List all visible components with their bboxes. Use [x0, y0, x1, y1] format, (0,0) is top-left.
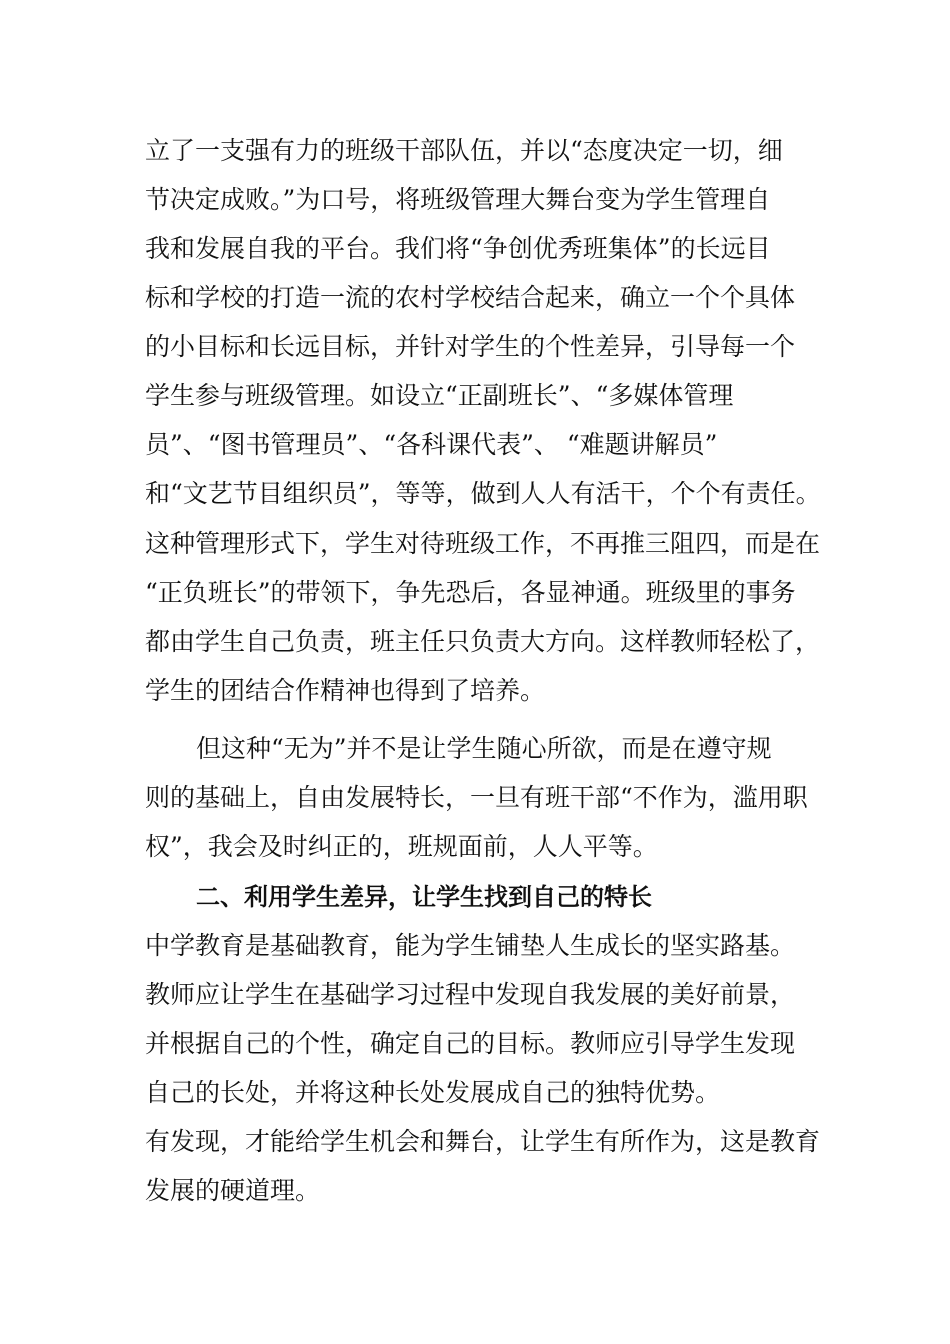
body-text-line: 中学教育是基础教育，能为学生铺垫人生成长的坚实路基。: [145, 931, 796, 960]
body-text-line: 学生的团结合作精神也得到了培养。: [145, 676, 546, 705]
body-text-line: 但这种“无为”并不是让学生随心所欲，而是在遵守规: [196, 734, 772, 763]
body-text-line: 则的基础上，自由发展特长，一旦有班干部“不作为，滥用职: [145, 783, 808, 812]
body-text-line: 都由学生自己负责，班主任只负责大方向。这样教师轻松了，: [145, 627, 821, 656]
body-text-line: 这种管理形式下，学生对待班级工作，不再推三阻四，而是在: [145, 529, 821, 558]
body-text-line: 立了一支强有力的班级干部队伍，并以“态度决定一切，细: [145, 136, 783, 165]
body-text-line: 自己的长处，并将这种长处发展成自己的独特优势。: [145, 1078, 721, 1107]
body-text-line: 教师应让学生在基础学习过程中发现自我发展的美好前景，: [145, 980, 796, 1009]
body-text-line: 和“文艺节目组织员”，等等，做到人人有活干，个个有责任。: [145, 479, 821, 508]
section-heading: 二、利用学生差异，让学生找到自己的特长: [196, 883, 652, 911]
body-text-line: “正负班长”的带领下，争先恐后，各显神通。班级里的事务: [145, 578, 796, 607]
body-text-line: 的小目标和长远目标，并针对学生的个性差异，引导每一个: [145, 332, 796, 361]
body-text-line: 并根据自己的个性，确定自己的目标。教师应引导学生发现: [145, 1029, 796, 1058]
body-text-line: 我和发展自我的平台。我们将“争创优秀班集体”的长远目: [145, 234, 771, 263]
body-text-line: 权”，我会及时纠正的，班规面前，人人平等。: [145, 832, 658, 861]
body-text-line: 节决定成败。”为口号，将班级管理大舞台变为学生管理自: [145, 185, 771, 214]
body-text-line: 员”、“图书管理员”、“各科课代表”、 “难题讲解员”: [145, 430, 718, 459]
body-text-line: 学生参与班级管理。如设立“正副班长”、“多媒体管理: [145, 381, 734, 410]
body-text-line: 标和学校的打造一流的农村学校结合起来，确立一个个具体: [145, 283, 796, 312]
body-text-line: 发展的硬道理。: [145, 1176, 321, 1205]
body-text-line: 有发现，才能给学生机会和舞台，让学生有所作为，这是教育: [145, 1127, 821, 1156]
